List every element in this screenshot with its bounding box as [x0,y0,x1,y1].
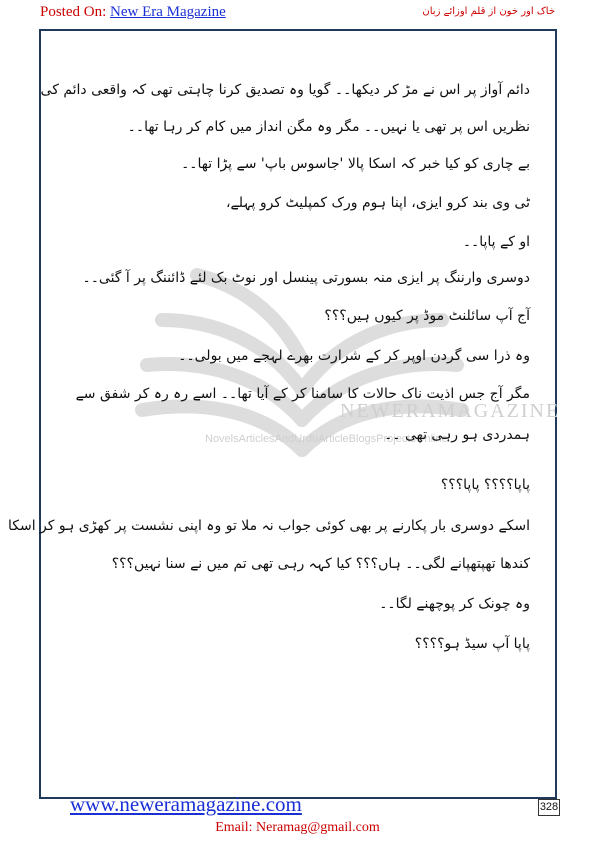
novel-title: خاک اور خون از قلم اوزائے زبان [422,6,555,17]
story-line-5: او کے پاپا۔۔ [462,234,530,250]
story-line-4: ٹی وی بند کرو ایزی، اپنا ہوم ورک کمپلیٹ کرو پہلے، [225,195,530,211]
story-line-2: نظریں اس پر تھی یا نہیں۔۔ مگر وہ مگن انداز میں کام کر رہا تھا۔۔ [127,119,530,135]
story-line-14: وہ چونک کر پوچھنے لگا۔۔ [379,596,530,612]
posted-on-label: Posted On: [40,4,107,20]
story-line-15: پاپا آپ سیڈ ہو؟؟؟؟ [414,636,530,652]
story-line-11: پاپا؟؟؟؟ پاپا؟؟؟ [440,477,530,493]
contact-email: Email: Neramag@gmail.com [215,820,380,835]
posted-on-header [40,4,226,21]
story-line-13: کندھا تھپتھپانے لگی۔۔ ہاں؟؟؟ کیا کہہ رہی تھی تم میں نے سنا نہیں؟؟؟ [111,556,530,572]
story-line-3: بے چاری کو کیا خبر کہ اسکا پالا 'جاسوس باپ' سے پڑا تھا۔۔ [181,156,530,172]
page-number: 328 [538,799,560,816]
watermark-brand: NEWERAMAGAZINE [340,400,561,422]
story-line-8: وہ ذرا سی گردن اوپر کر کے شرارت بھرے لہجے میں بولی۔۔ [178,348,530,364]
story-line-1: دائم آواز پر اس نے مڑ کر دیکھا۔۔ گویا وہ تصدیق کرنا چاہتی تھی کہ واقعی دائم کی [40,82,530,98]
story-line-10: ہمدردی ہو رہی تھی ۔۔ [384,427,530,443]
story-line-6: دوسری وارننگ پر ایزی منہ بسورتی پینسل اور نوٹ بک لئے ڈائننگ پر آ گئی۔۔ [82,270,530,286]
website-link[interactable]: www.neweramagazine.com [70,792,302,816]
story-line-12: اسکے دوسری بار پکارنے پر بھی کوئی جواب نہ ملا تو وہ اپنی نشست پر کھڑی ہو کر اسکا [7,518,530,534]
book-logo-watermark [122,250,482,490]
watermark-tagline: NovelsArticlesAndUrduArticleBlogsProjectsOnline [205,433,448,445]
story-line-9: مگر آج جس اذیت ناک حالات کا سامنا کر کے آیا تھا۔۔ اسے رہ رہ کر شفق سے [75,386,530,402]
magazine-link[interactable]: New Era Magazine [110,4,226,20]
story-line-7: آج آپ سائلنٹ موڈ پر کیوں ہیں؟؟؟ [324,308,530,324]
